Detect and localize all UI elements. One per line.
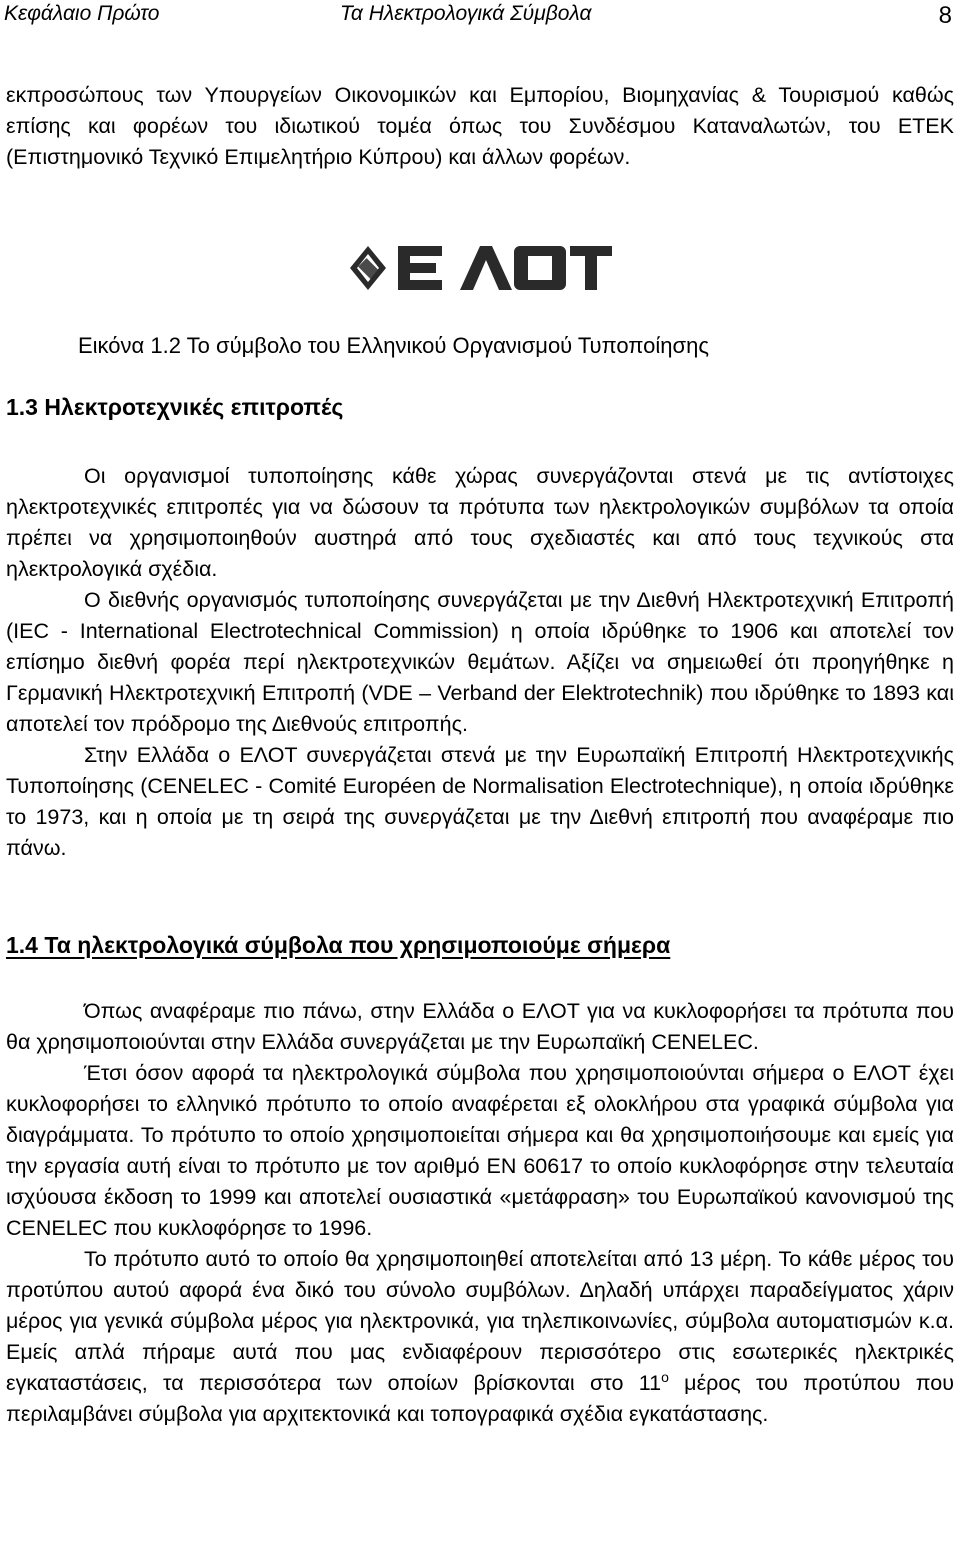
- figure-caption: Εικόνα 1.2 Το σύμβολο του Ελληνικού Οργανισμού Τυποποίησης: [78, 333, 709, 358]
- elot-emblem-icon: [350, 246, 386, 290]
- superscript: ο: [661, 1368, 669, 1385]
- elot-logo: [348, 240, 614, 296]
- paragraph: Ο διεθνής οργανισμός τυποποίησης συνεργάζεται με την Διεθνή Ηλεκτροτεχνική Επιτροπή (IEC - International Electrotechnical Commission) η οποία ιδρύθηκε το 1906 και αποτελεί τον επίσημο διεθνή φορέα περί ηλεκτροτεχνικών θεμάτων. Αξίζει να σημειωθεί ότι προηγήθηκε η Γερμανική Ηλεκτροτεχνική Επιτροπή (VDE – Verband der Elektrotechnik) που ιδρύθηκε το 1893 και αποτελεί τον πρόδρομο της Διεθνούς επιτροπής.: [6, 588, 954, 736]
- chapter-title: Τα Ηλεκτρολογικά Σύμβολα: [340, 2, 592, 25]
- paragraph-text-cont: μέρος του προτύπου που περιλαμβάνει σύμβολα για αρχιτεκτονικά και τοπογραφικά σχέδια εγκατάστασης.: [6, 1371, 955, 1426]
- section-1-3-body: [6, 461, 954, 864]
- section-heading: 1.3 Ηλεκτροτεχνικές επιτροπές: [6, 394, 344, 420]
- elot-letters: [398, 246, 612, 290]
- section-heading: 1.4 Τα ηλεκτρολογικά σύμβολα που χρησιμοποιούμε σήμερα: [6, 932, 671, 958]
- section-1-3: [6, 394, 954, 421]
- page-header: [0, 0, 960, 32]
- intro-paragraph: εκπροσώπους των Υπουργείων Οικονομικών και Εμπορίου, Βιομηχανίας & Τουρισμού καθώς επίσης και φορέων του ιδιωτικού τομέα όπως του Συνδέσμου Καταναλωτών, του ΕΤΕΚ (Επιστημονικό Τεχνικό Επιμελητήριο Κύπρου) και άλλων φορέων.: [6, 83, 954, 169]
- page-number: 8: [938, 2, 952, 29]
- paragraph: Οι οργανισμοί τυποποίησης κάθε χώρας συνεργάζονται στενά με τις αντίστοιχες ηλεκτροτεχνικές επιτροπές για να δώσουν τα πρότυπα των ηλεκτρολογικών συμβόλων τα οποία πρέπει να χρησιμοποιηθούν αυστηρά από τους σχεδιαστές και από τους τεχνικούς στα ηλεκτρολογικά σχέδια.: [6, 464, 954, 581]
- paragraph: [6, 1244, 954, 1430]
- section-1-4-body: [6, 996, 954, 1430]
- elot-logo-graphic: [348, 240, 614, 296]
- chapter-label: Κεφάλαιο Πρώτο: [4, 2, 160, 25]
- intro-block: [6, 80, 954, 173]
- paragraph: Έτσι όσον αφορά τα ηλεκτρολογικά σύμβολα που χρησιμοποιούνται σήμερα ο ΕΛΟΤ έχει κυκλοφορήσει το ελληνικό πρότυπο το οποίο αναφέρεται εξ ολοκλήρου στα γραφικά σύμβολα για διαγράμματα. Το πρότυπο το οποίο χρησιμοποιείται σήμερα και θα χρησιμοποιήσουμε και εμείς για την εργασία αυτή είναι το πρότυπο με τον αριθμό EN 60617 το οποίο κυκλοφόρησε στην τελευταία ισχύουσα έκδοση το 1999 και αποτελεί ουσιαστικά «μετάφραση» του Ευρωπαϊκού κανονισμού της CENELEC που κυκλοφόρησε το 1996.: [6, 1061, 954, 1240]
- paragraph: Στην Ελλάδα ο ΕΛΟΤ συνεργάζεται στενά με την Ευρωπαϊκή Επιτροπή Ηλεκτροτεχνικής Τυποποίησης (CENELEC - Comité Européen de Normalisation Electrotechnique), η οποία ιδρύθηκε το 1973, και η οποία με τη σειρά της συνεργάζεται με την Διεθνή επιτροπή που αναφέραμε πιο πάνω.: [6, 743, 954, 860]
- paragraph-text: Το πρότυπο αυτό το οποίο θα χρησιμοποιηθεί αποτελείται από 13 μέρη. Το κάθε μέρος του προτύπου αυτού αφορά ένα δικό του σύνολο συμβόλων. Δηλαδή υπάρχει παραδείγματος χάριν μέρος για γενικά σύμβολα μέρος για ηλεκτρονικά, για τηλεπικοινωνίες, σύμβολα αυτοματισμών κ.α. Εμείς απλά πήραμε αυτά που μας ενδιαφέρουν περισσότερο στις εσωτερικές ηλεκτρικές εγκαταστάσεις, τα περισσότερα των οποίων βρίσκονται στο 11: [6, 1247, 954, 1395]
- paragraph: Όπως αναφέραμε πιο πάνω, στην Ελλάδα ο ΕΛΟΤ για να κυκλοφορήσει τα πρότυπα που θα χρησιμοποιούνται στην Ελλάδα συνεργάζεται με την Ευρωπαϊκή CENELEC.: [6, 999, 954, 1054]
- section-1-4: [6, 932, 954, 959]
